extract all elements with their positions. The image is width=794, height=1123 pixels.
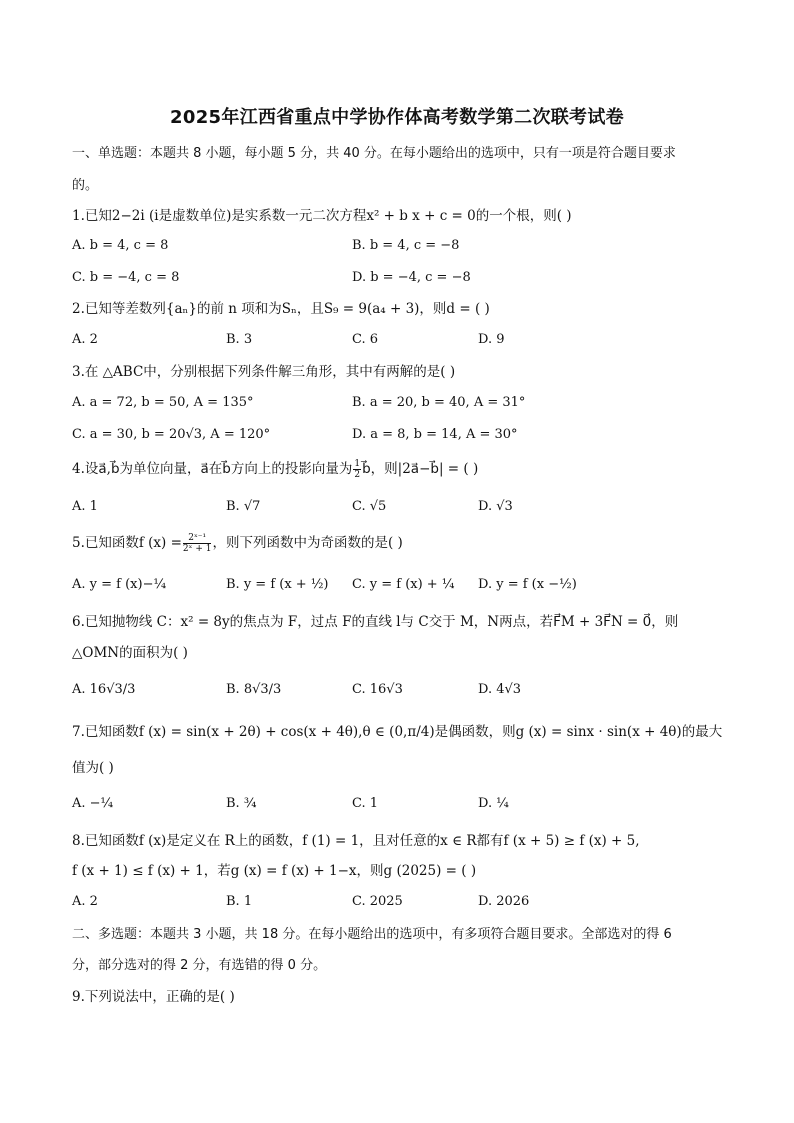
question-4-fraction-denominator: 2 — [354, 470, 361, 480]
question-5-option-b: B. y = f (x + ½) — [226, 577, 329, 592]
question-8-stem-line2: f (x + 1) ≤ f (x) + 1，若g (x) = f (x) + 1−x，则g (2025) = ( ) — [72, 863, 477, 879]
question-3-option-b: B. a = 20, b = 40, A = 31° — [352, 395, 526, 410]
question-6-option-c: C. 16√3 — [352, 682, 403, 697]
question-2-option-c: C. 6 — [352, 332, 379, 347]
question-8-option-a: A. 2 — [72, 894, 98, 909]
question-8-option-b: B. 1 — [226, 894, 253, 909]
question-4-stem — [72, 459, 732, 480]
question-7-option-a: A. −¼ — [72, 796, 114, 811]
question-7-option-c: C. 1 — [352, 796, 379, 811]
question-2-option-a: A. 2 — [72, 332, 98, 347]
question-2-option-b: B. 3 — [226, 332, 253, 347]
question-1-option-d: D. b = −4, c = −8 — [352, 270, 471, 285]
question-5-stem-post: ，则下列函数中为奇函数的是( ) — [212, 535, 403, 551]
page-title: 2025年江西省重点中学协作体高考数学第二次联考试卷 — [170, 107, 624, 128]
question-4-fraction-numerator: 1 — [354, 459, 361, 469]
question-4-fraction — [353, 459, 361, 480]
question-8-stem-line1: 8.已知函数f (x)是定义在 R上的函数，f (1) = 1，且对任意的x ∈ R都有f (x + 5) ≥ f (x) + 5, — [72, 833, 640, 849]
question-5-option-d: D. y = f (x −½) — [478, 577, 577, 592]
question-4-option-a: A. 1 — [72, 499, 98, 514]
question-7-option-d: D. ¼ — [478, 796, 509, 811]
question-5-fraction — [183, 533, 212, 554]
question-7-stem-line2: 值为( ) — [72, 760, 114, 776]
question-3-stem: 3.在 △ABC中，分别根据下列条件解三角形，其中有两解的是( ) — [72, 364, 456, 380]
question-8-option-d: D. 2026 — [478, 894, 530, 909]
question-6-stem-line1: 6.已知抛物线 C：x² = 8y的焦点为 F，过点 F的直线 l与 C交于 M，N两点，若F⃗M + 3F⃗N = 0⃗，则 — [72, 614, 679, 630]
question-2-option-d: D. 9 — [478, 332, 505, 347]
question-5-option-c: C. y = f (x) + ¼ — [352, 577, 455, 592]
question-4-stem-post: b⃗，则|2a⃗−b⃗| = ( ) — [362, 461, 479, 477]
question-3-option-c: C. a = 30, b = 20√3, A = 120° — [72, 427, 271, 442]
section2-heading-line1: 二、多选题：本题共 3 小题，共 18 分。在每小题给出的选项中，有多项符合题目要求。全部选对的得 6 — [72, 927, 672, 942]
question-4-stem-pre: 4.设a⃗,b⃗为单位向量，a⃗在b⃗方向上的投影向量为 — [72, 461, 353, 477]
section1-heading-line2: 的。 — [72, 178, 99, 193]
question-9-stem: 9.下列说法中，正确的是( ) — [72, 989, 235, 1005]
question-6-option-b: B. 8√3/3 — [226, 682, 282, 697]
question-6-option-a: A. 16√3/3 — [72, 682, 136, 697]
question-5-fraction-denominator: 2ˣ + 1 — [182, 544, 212, 554]
section2-heading-line2: 分，部分选对的得 2 分，有选错的得 0 分。 — [72, 958, 327, 973]
question-5-stem-pre: 5.已知函数f (x) = — [72, 535, 182, 551]
question-7-option-b: B. ¾ — [226, 796, 257, 811]
question-4-option-d: D. √3 — [478, 499, 513, 514]
question-5-option-a: A. y = f (x)−¼ — [72, 577, 167, 592]
question-7-stem-line1: 7.已知函数f (x) = sin(x + 2θ) + cos(x + 4θ),θ ∈ (0,π/4)是偶函数，则g (x) = sinx · sin(x + 4θ)的最大 — [72, 724, 723, 740]
question-4-option-c: C. √5 — [352, 499, 387, 514]
question-1-option-c: C. b = −4, c = 8 — [72, 270, 180, 285]
question-6-stem-line2: △OMN的面积为( ) — [72, 645, 188, 661]
question-8-option-c: C. 2025 — [352, 894, 403, 909]
question-5-stem — [72, 533, 732, 554]
question-1-option-a: A. b = 4, c = 8 — [72, 238, 169, 253]
question-5-fraction-numerator: 2ˣ⁻¹ — [183, 533, 212, 544]
question-3-option-d: D. a = 8, b = 14, A = 30° — [352, 427, 518, 442]
section1-heading-line1: 一、单选题：本题共 8 小题，每小题 5 分，共 40 分。在每小题给出的选项中，只有一项是符合题目要求 — [72, 146, 676, 161]
question-2-stem: 2.已知等差数列{aₙ}的前 n 项和为Sₙ，且S₉ = 9(a₄ + 3)，则d = ( ) — [72, 301, 490, 317]
question-3-option-a: A. a = 72, b = 50, A = 135° — [72, 395, 254, 410]
question-4-option-b: B. √7 — [226, 499, 261, 514]
question-1-stem: 1.已知2−2i (i是虚数单位)是实系数一元二次方程x² + b x + c = 0的一个根，则( ) — [72, 208, 572, 224]
question-1-option-b: B. b = 4, c = −8 — [352, 238, 460, 253]
question-6-option-d: D. 4√3 — [478, 682, 522, 697]
